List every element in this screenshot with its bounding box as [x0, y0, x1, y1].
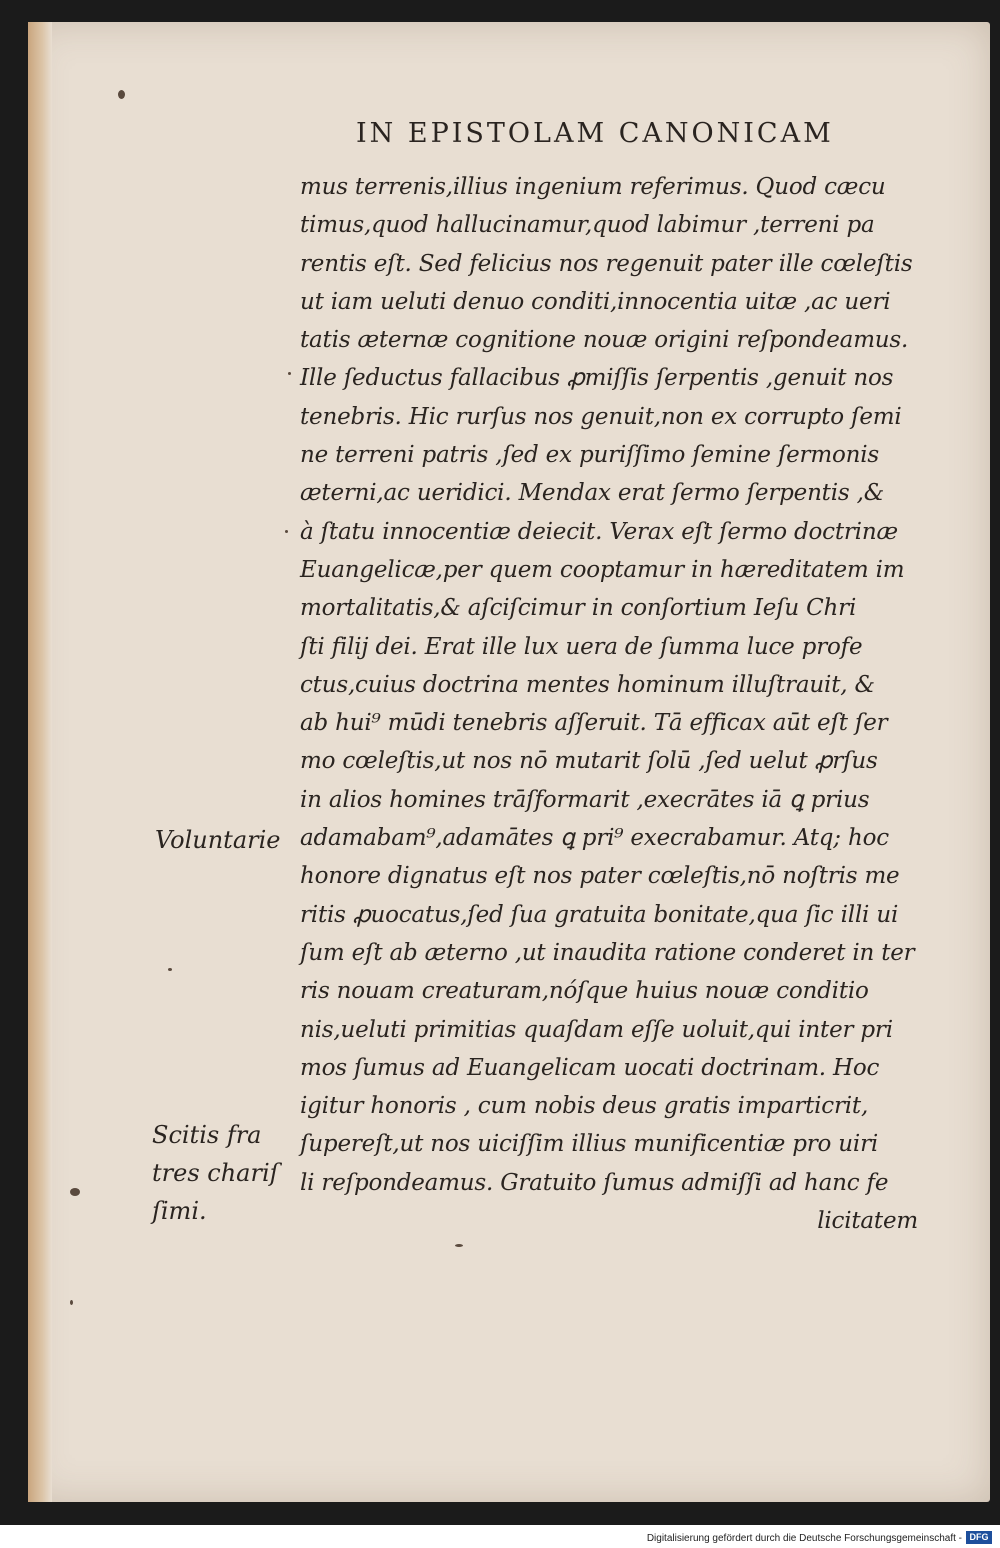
- marginal-note-line: tres chariſ: [152, 1159, 279, 1187]
- ink-speck: [288, 372, 291, 375]
- ink-speck: [70, 1300, 73, 1305]
- text-line: timus,quod hallucinamur,quod labimur ,terreni pa: [300, 212, 875, 239]
- ink-speck: [285, 530, 288, 533]
- marginal-note-line: Scitis fra: [152, 1121, 262, 1149]
- running-head: IN EPISTOLAM CANONICAM: [356, 118, 834, 149]
- footer-credit: Digitalisierung gefördert durch die Deutsche Forschungsgemeinschaft -: [646, 1533, 962, 1544]
- text-line: tenebris. Hic rurſus nos genuit,non ex corrupto ſemi: [300, 403, 902, 430]
- marginal-note-line: ſimi.: [152, 1197, 207, 1225]
- text-line: nis,ueluti primitias quaſdam eſſe uoluit,qui inter pri: [300, 1016, 893, 1043]
- text-line: in alios homines trāſformarit ,execrātes iā ꝗ prius: [300, 786, 870, 813]
- text-line: honore dignatus eſt nos pater cœleſtis,nō noſtris me: [300, 863, 900, 890]
- text-line: ſti filij dei. Erat ille lux uera de ſumma luce profe: [300, 633, 863, 660]
- page-edge: [28, 22, 52, 1502]
- ink-speck: [118, 90, 125, 99]
- marginal-note-line: Voluntarie: [155, 826, 281, 854]
- text-line: à ſtatu innocentiæ deiecit. Verax eſt ſermo doctrinæ: [300, 518, 898, 545]
- text-line: ab hui⁹ mūdi tenebris aſſeruit. Tā efficax aūt eſt ſer: [300, 710, 888, 737]
- text-line: ctus,cuius doctrina mentes hominum illuſtrauit, &: [300, 671, 875, 698]
- text-line: rentis eſt. Sed felicius nos regenuit pater ille cœleſtis: [300, 250, 913, 277]
- text-line: æterni,ac ueridici. Mendax erat ſermo ſerpentis ,&: [300, 480, 884, 507]
- text-line: tatis æternæ cognitione nouæ origini reſpondeamus.: [300, 327, 909, 354]
- text-line: mos ſumus ad Euangelicam uocati doctrinam. Hoc: [300, 1054, 880, 1081]
- ink-speck: [455, 1244, 463, 1247]
- text-line: li reſpondeamus. Gratuito ſumus admiſſi ad hanc fe: [300, 1169, 889, 1196]
- marginal-note: [152, 1116, 279, 1230]
- body-text: [300, 168, 940, 1240]
- text-line: adamabam⁹,adamātes ꝗ pri⁹ execrabamur. Atq; hoc: [300, 825, 889, 852]
- ink-speck: [168, 968, 172, 971]
- text-line: mus terrenis,illius ingenium referimus. Quod cæcu: [300, 174, 886, 200]
- text-line: ritis ꝓuocatus,ſed ſua gratuita bonitate,qua ſic illi ui: [300, 901, 899, 928]
- text-line: Euangelicæ,per quem cooptamur in hæreditatem im: [300, 556, 905, 583]
- text-line: ut iam ueluti denuo conditi,innocentia uitæ ,ac ueri: [300, 288, 891, 315]
- dfg-logo: DFG: [966, 1531, 992, 1544]
- text-line: ſupereſt,ut nos uiciſſim illius munificentiæ pro uiri: [300, 1131, 879, 1158]
- text-line: mo cœleſtis,ut nos nō mutarit ſolū ,ſed uelut ꝓrſus: [300, 748, 878, 775]
- text-line: Ille ſeductus fallacibus ꝓmiſſis ſerpentis ,genuit nos: [300, 365, 894, 392]
- text-line: mortalitatis,& aſciſcimur in conſortium Ieſu Chri: [300, 595, 857, 622]
- text-line: ris nouam creaturam,nóſque huius nouæ conditio: [300, 978, 869, 1005]
- marginal-note: [155, 826, 280, 854]
- text-line: ſum eſt ab æterno ,ut inaudita ratione conderet in ter: [300, 939, 915, 966]
- text-line: igitur honoris , cum nobis deus gratis imparticrit,: [300, 1093, 869, 1120]
- text-line: ne terreni patris ,ſed ex puriſſimo ſemine ſermonis: [300, 442, 879, 469]
- ink-speck: [70, 1188, 80, 1196]
- catchword: licitatem: [817, 1208, 918, 1235]
